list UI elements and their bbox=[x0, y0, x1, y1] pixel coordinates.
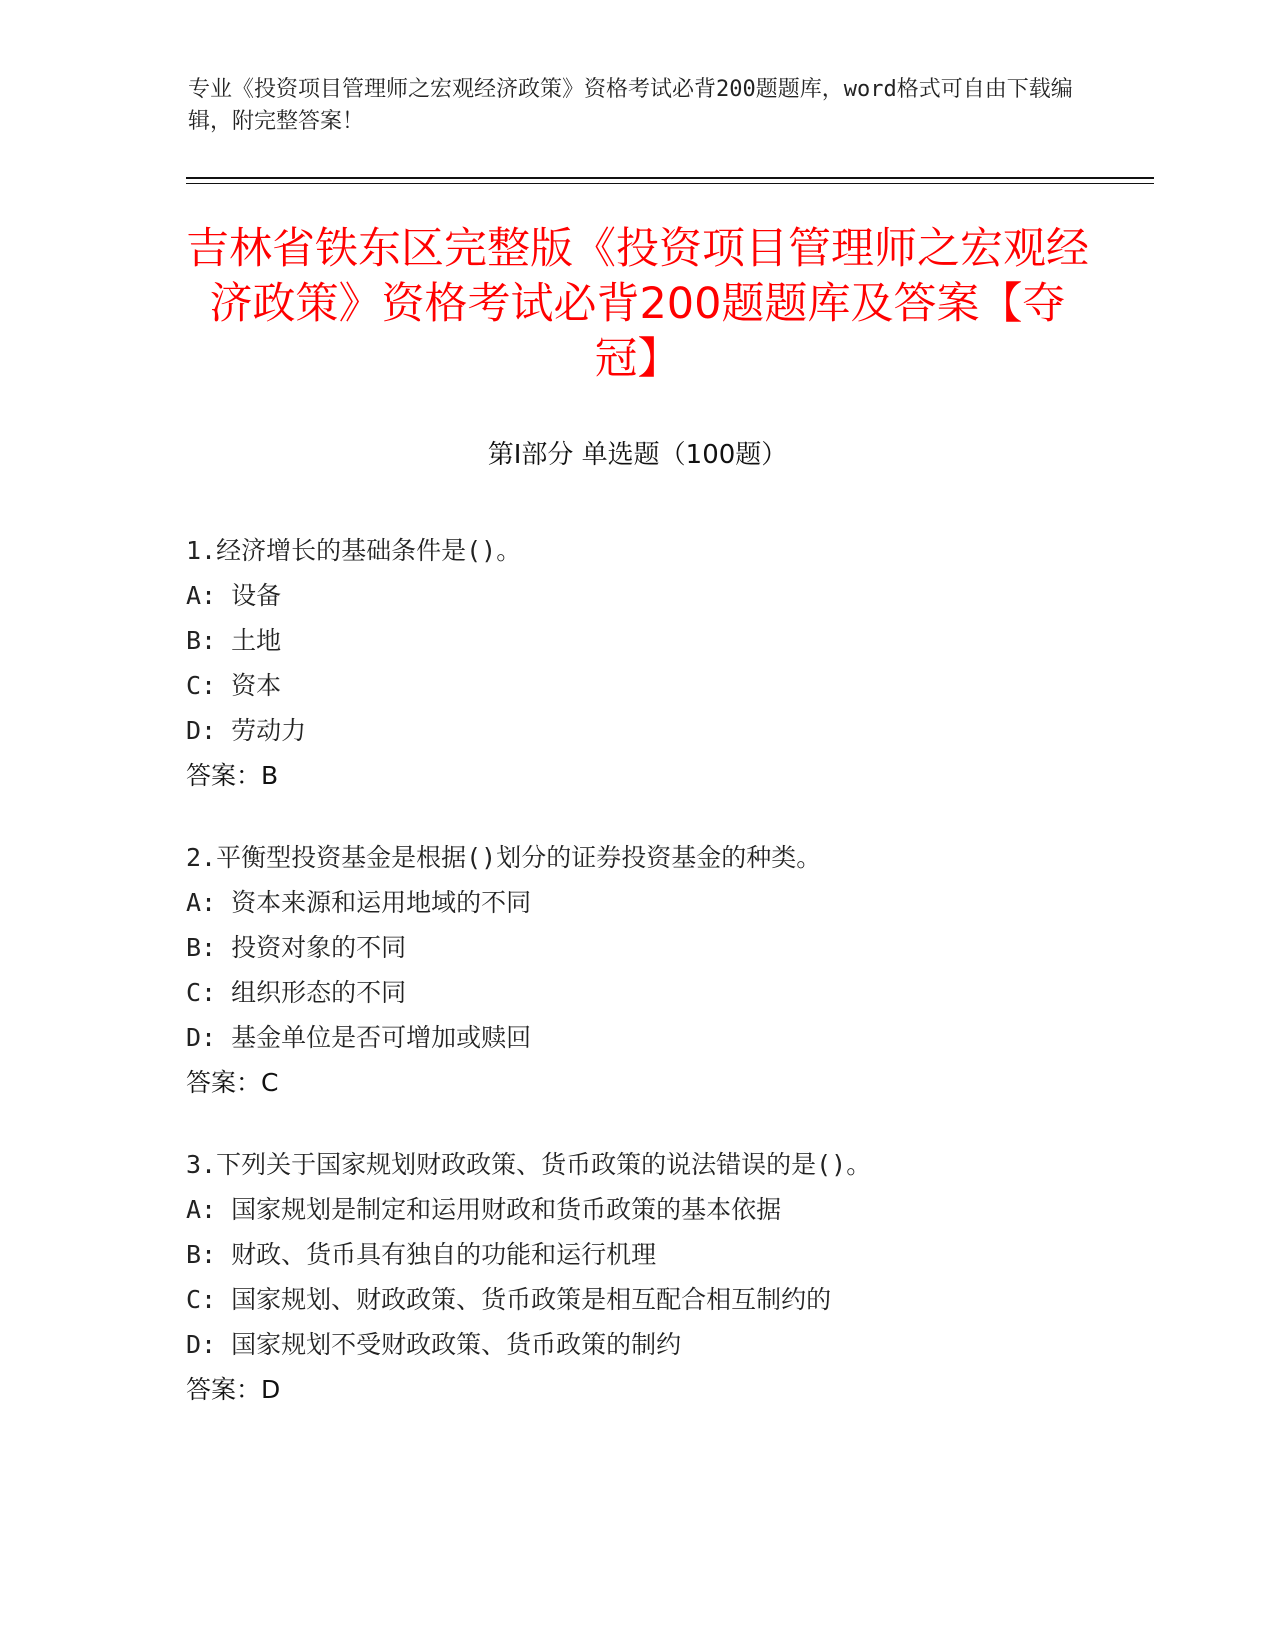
section-title: 第Ⅰ部分 单选题（100题） bbox=[487, 440, 788, 470]
option-a: A: 资本来源和运用地域的不同 bbox=[186, 888, 532, 917]
answer-line: 答案：D bbox=[186, 1375, 281, 1404]
question-stem: 1.经济增长的基础条件是()。 bbox=[186, 536, 522, 565]
option-d: D: 国家规划不受财政政策、货币政策的制约 bbox=[186, 1330, 682, 1359]
option-b: B: 财政、货币具有独自的功能和运行机理 bbox=[186, 1240, 657, 1269]
option-c: C: 组织形态的不同 bbox=[186, 978, 407, 1007]
option-a: A: 国家规划是制定和运用财政和货币政策的基本依据 bbox=[186, 1195, 782, 1224]
option-b: B: 投资对象的不同 bbox=[186, 933, 407, 962]
header-divider-thin bbox=[186, 183, 1154, 184]
question-2 bbox=[186, 835, 1146, 1105]
question-1 bbox=[186, 528, 1146, 798]
option-b: B: 土地 bbox=[186, 626, 282, 655]
answer-line: 答案：B bbox=[186, 761, 279, 790]
option-d: D: 基金单位是否可增加或赎回 bbox=[186, 1023, 532, 1052]
question-3 bbox=[186, 1142, 1146, 1412]
header-divider-thick bbox=[186, 177, 1154, 179]
answer-line: 答案：C bbox=[186, 1068, 279, 1097]
option-a: A: 设备 bbox=[186, 581, 282, 610]
document-title: 吉林省铁东区完整版《投资项目管理师之宏观经济政策》资格考试必背200题题库及答案【夺冠】 bbox=[186, 224, 1089, 384]
question-list bbox=[186, 528, 1146, 1449]
question-stem: 2.平衡型投资基金是根据()划分的证券投资基金的种类。 bbox=[186, 843, 822, 872]
option-d: D: 劳动力 bbox=[186, 716, 307, 745]
header-note: 专业《投资项目管理师之宏观经济政策》资格考试必背200题题库，word格式可自由下载编辑，附完整答案！ bbox=[188, 77, 1073, 134]
option-c: C: 国家规划、财政政策、货币政策是相互配合相互制约的 bbox=[186, 1285, 832, 1314]
question-stem: 3.下列关于国家规划财政政策、货币政策的说法错误的是()。 bbox=[186, 1150, 872, 1179]
option-c: C: 资本 bbox=[186, 671, 282, 700]
